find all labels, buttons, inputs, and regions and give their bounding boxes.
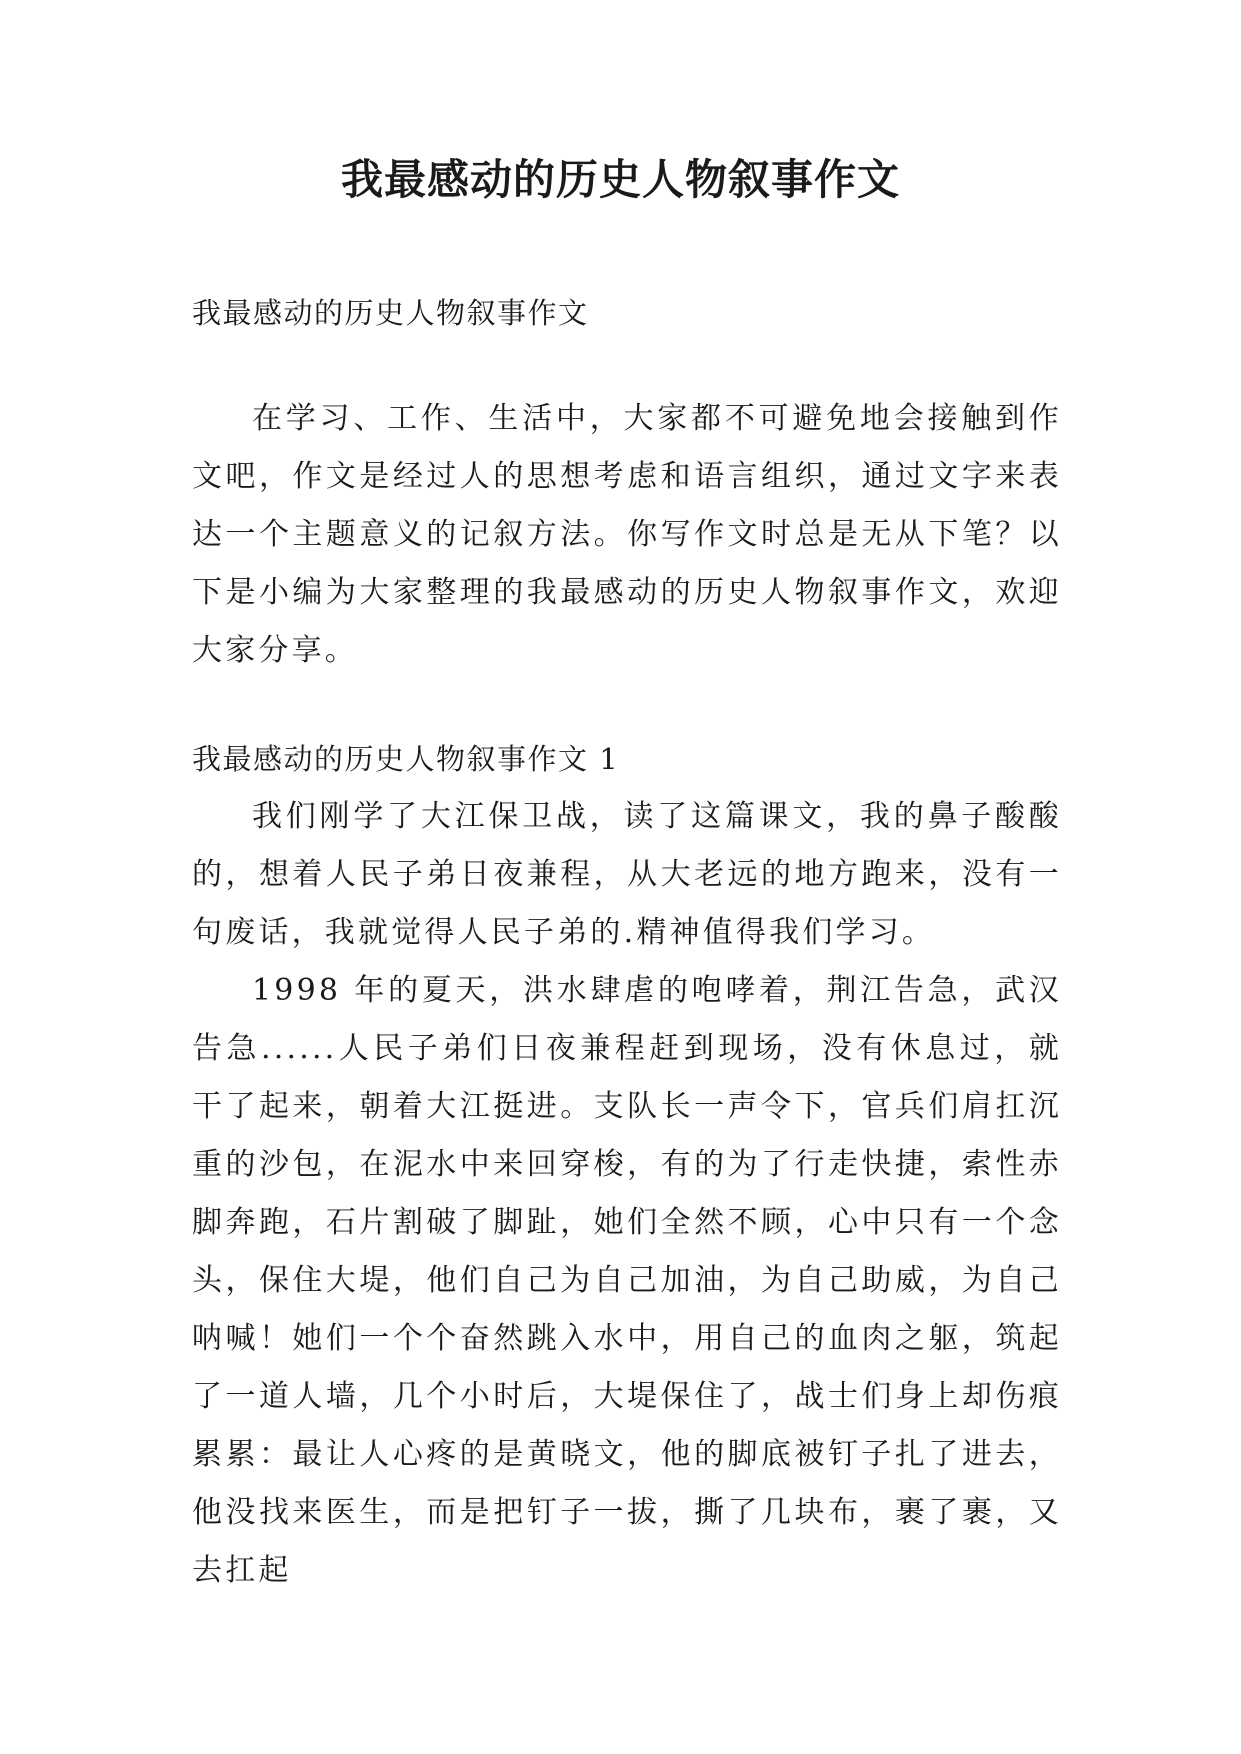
section-heading: 我最感动的历史人物叙事作文 1 [192, 742, 620, 776]
document-body [192, 290, 1062, 1600]
document-title: 我最感动的历史人物叙事作文 [340, 155, 900, 204]
body-paragraph-2: 1998 年的夏天，洪水肆虐的咆哮着，荆江告急，武汉告急......人民子弟们日夜兼程赶到现场，没有休息过，就干了起来，朝着大江挺进。支队长一声令下，官兵们肩扛沉重的沙包，在泥水中来回穿梭，有的为了行走快捷，索性赤脚奔跑，石片割破了脚趾，她们全然不顾，心中只有一个念头，保住大堤，他们自己为自己加油，为自己助威，为自己呐喊！她们一个个奋然跳入水中，用自己的血肉之躯，筑起了一道人墙，几个小时后，大堤保住了，战士们身上却伤痕累累：最让人心疼的是黄晓文，他的脚底被钉子扎了进去，他没找来医生，而是把钉子一拔，撕了几块布，裹了裹，又去扛起 [192, 973, 1062, 1588]
intro-paragraph: 在学习、工作、生活中，大家都不可避免地会接触到作文吧，作文是经过人的思想考虑和语言组织，通过文字来表达一个主题意义的记叙方法。你写作文时总是无从下笔？以下是小编为大家整理的我最感动的历史人物叙事作文，欢迎大家分享。 [192, 401, 1062, 668]
body-paragraph-1: 我们刚学了大江保卫战，读了这篇课文，我的鼻子酸酸的，想着人民子弟日夜兼程，从大老远的地方跑来，没有一句废话，我就觉得人民子弟的.精神值得我们学习。 [192, 799, 1062, 950]
document-subtitle: 我最感动的历史人物叙事作文 [192, 296, 589, 330]
